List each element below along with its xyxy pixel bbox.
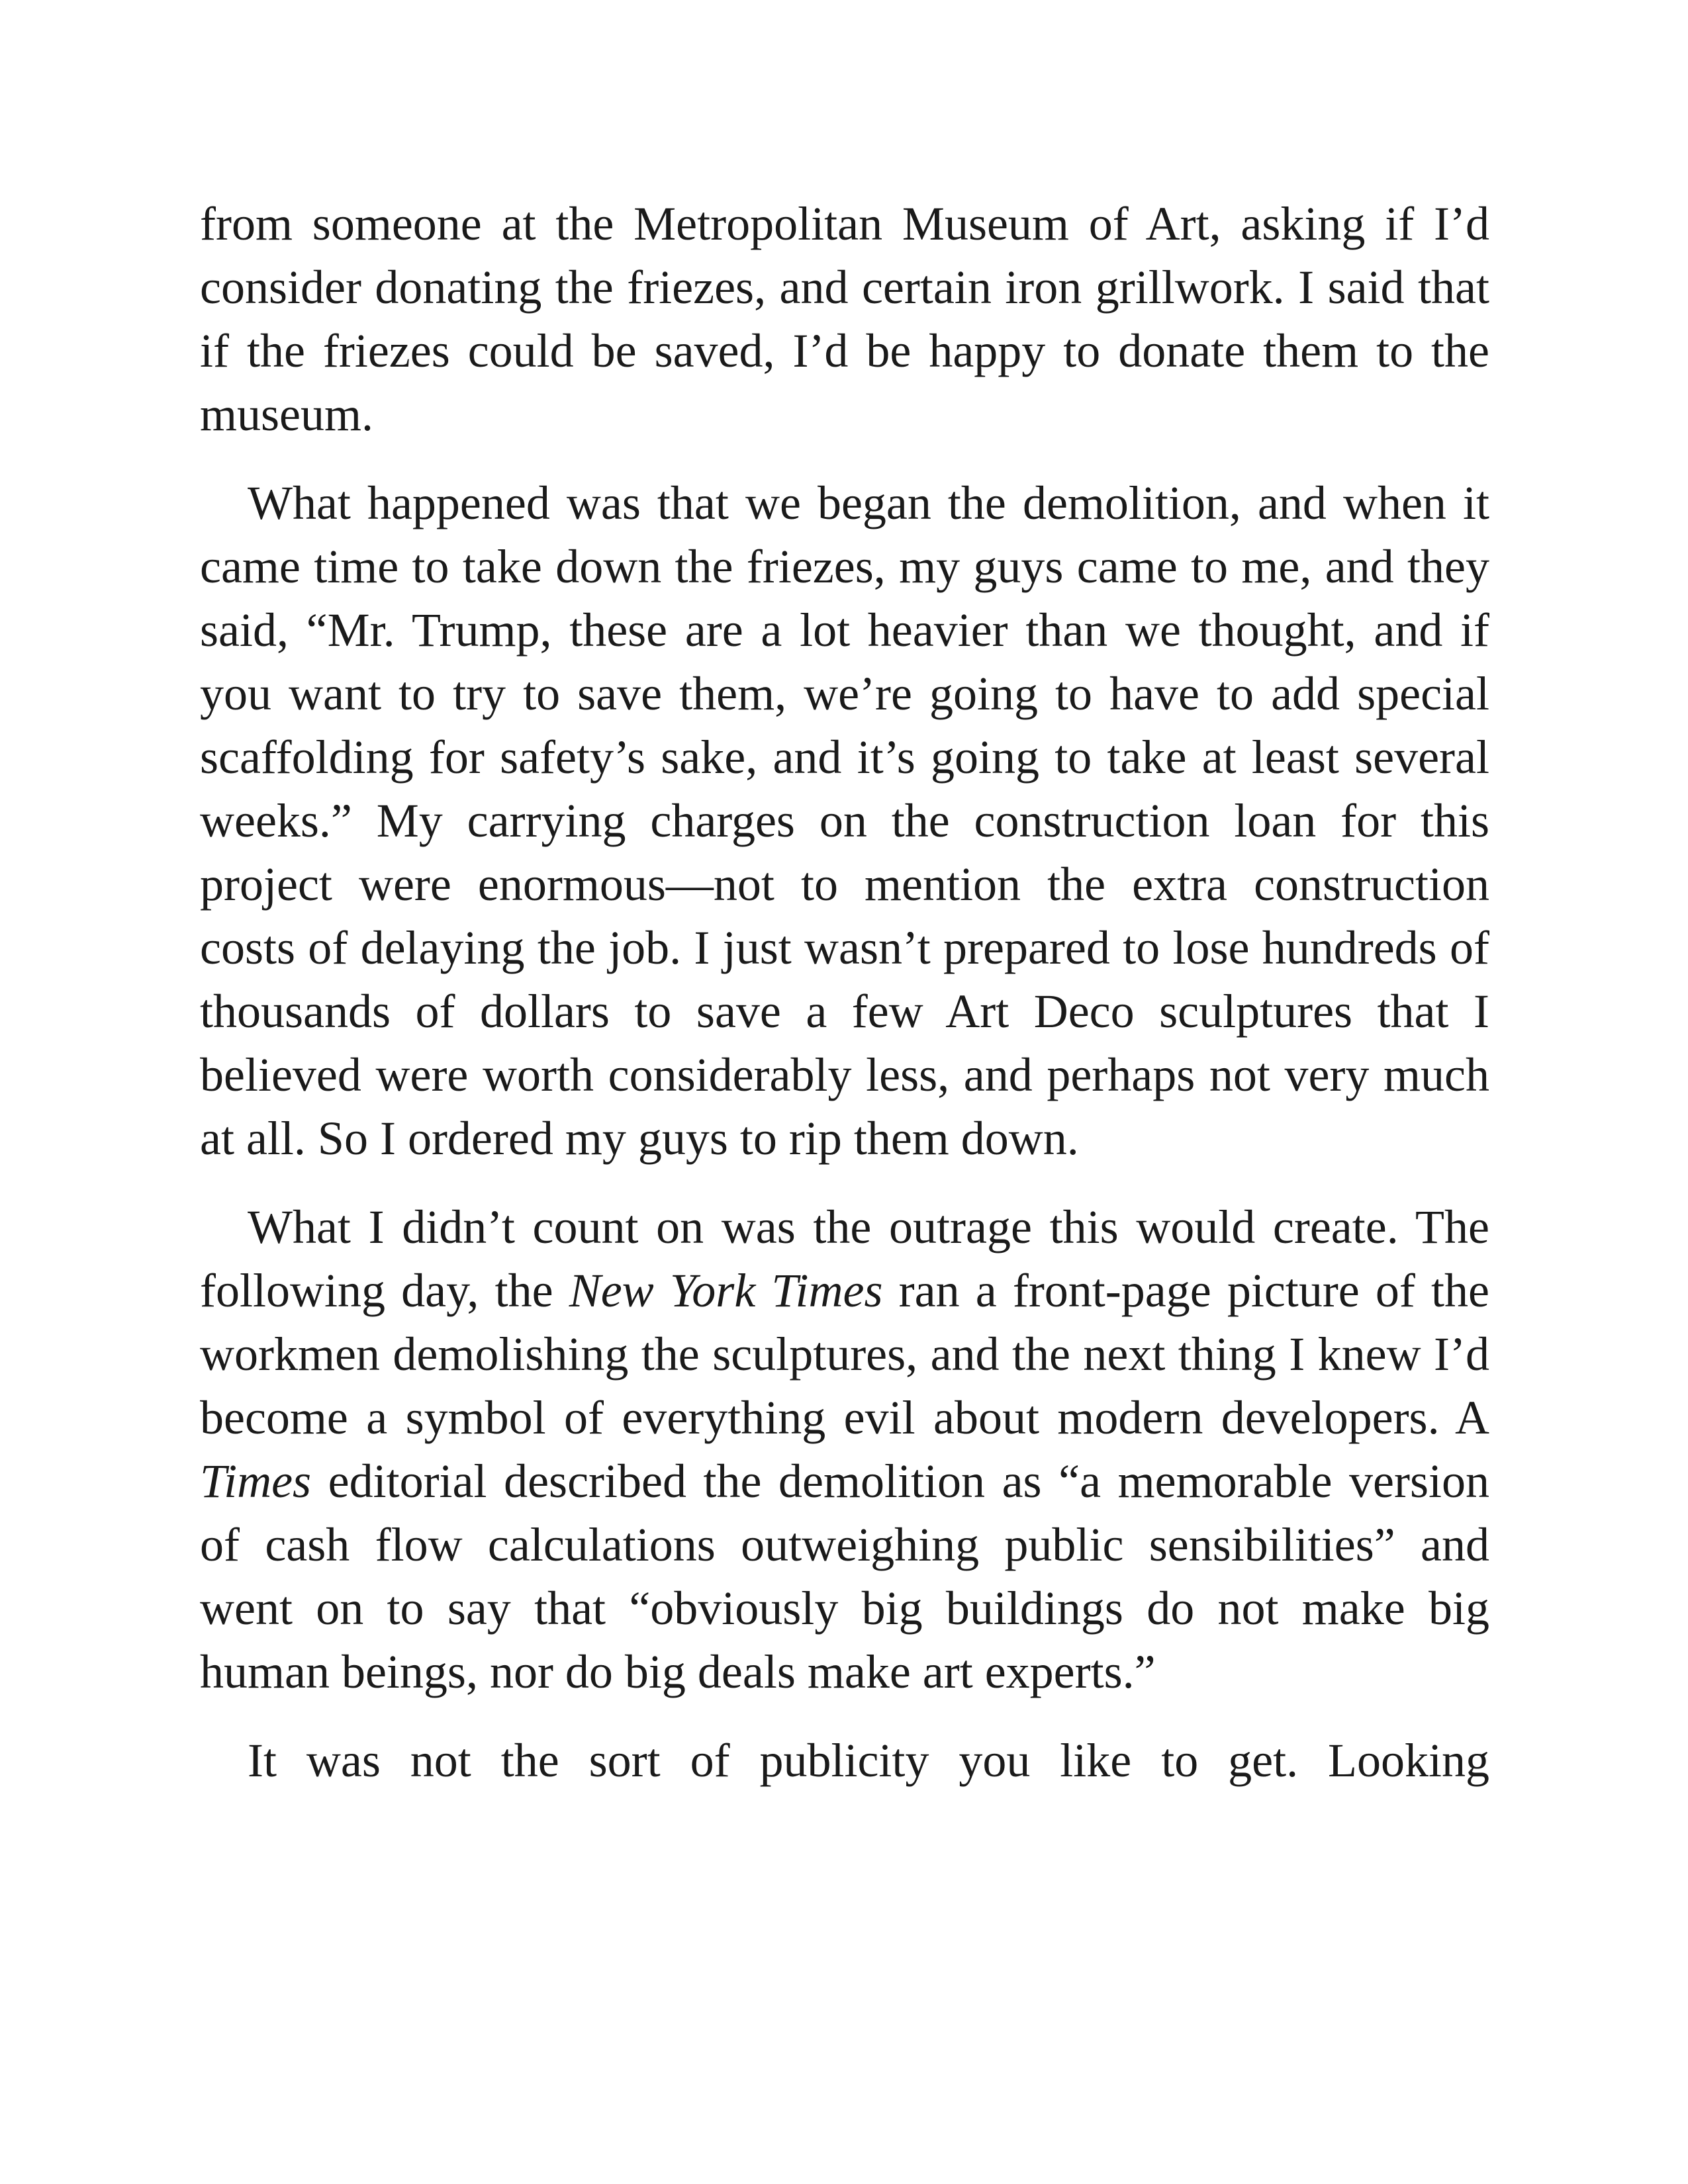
paragraph-4: [200, 1729, 1489, 1792]
paragraph-text: What I didn’t count on was the outrage this would create. The following day, the: [200, 1201, 1489, 1317]
page-body: [200, 192, 1489, 1817]
publication-title: Times: [200, 1455, 312, 1508]
paragraph-text: editorial described the demolition as “a memorable version of cash flow calculations outweighing public sensibilities” and went on to say that “obviously big buildings do not make big human beings, nor do big deals make art experts.”: [200, 1455, 1489, 1698]
paragraph-text: from someone at the Metropolitan Museum of Art, asking if I’d consider donating the friezes, and certain iron grillwork. I said that if the friezes could be saved, I’d be happy to donate them to the museum.: [200, 197, 1489, 441]
paragraph-text: ran a front-page picture of the workmen demolishing the sculptures, and the next thing I knew I’d become a symbol of everything evil about modern developers. A: [200, 1264, 1489, 1444]
paragraph-1: [200, 192, 1489, 446]
paragraph-2: [200, 471, 1489, 1170]
publication-title: New York Times: [569, 1264, 883, 1317]
paragraph-3: [200, 1195, 1489, 1704]
paragraph-text: It was not the sort of publicity you like to get. Looking: [248, 1734, 1489, 1787]
paragraph-text: What happened was that we began the demolition, and when it came time to take down the friezes, my guys came to me, and they said, “Mr. Trump, these are a lot heavier than we thought, and if you want to try to save them, we’re going to have to add special scaffolding for safety’s sake, and it’s going to take at least several weeks.” My carrying charges on the construction loan for this project were enormous—not to mention the extra construction costs of delaying the job. I just wasn’t prepared to lose hundreds of thousands of dollars to save a few Art Deco sculptures that I believed were worth considerably less, and perhaps not very much at all. So I ordered my guys to rip them down.: [200, 477, 1489, 1165]
